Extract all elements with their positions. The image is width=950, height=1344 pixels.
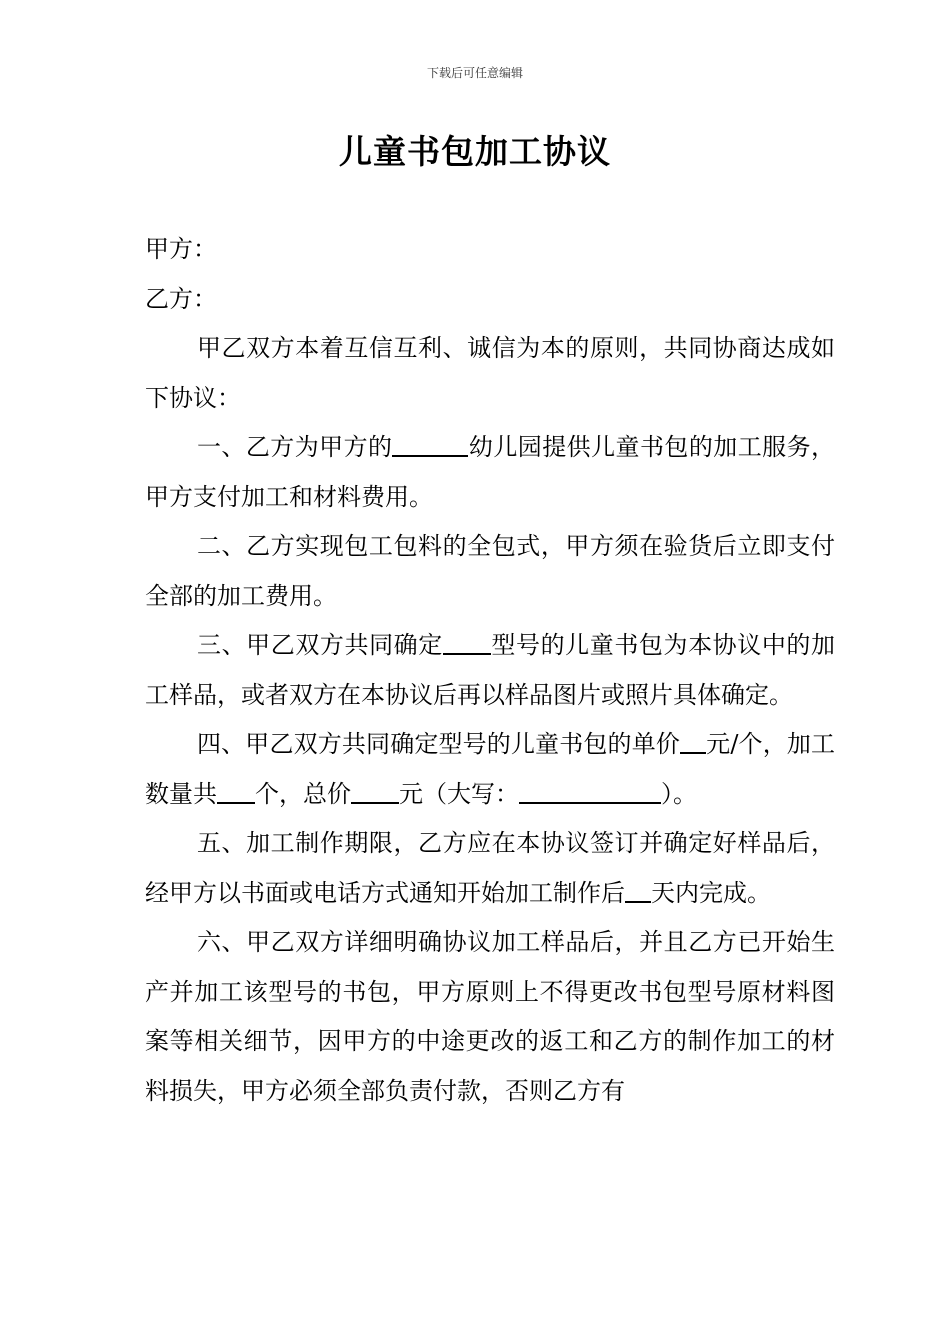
clause-5 bbox=[145, 819, 835, 918]
document-title: 儿童书包加工协议 bbox=[339, 132, 611, 171]
clause-1 bbox=[145, 423, 835, 522]
clause-3 bbox=[145, 621, 835, 720]
clause-4-text-a: 四、甲乙双方共同确定型号的儿童书包的单价 bbox=[197, 730, 681, 758]
total-price-blank bbox=[351, 780, 399, 804]
clause-1-text-a: 一、乙方为甲方的 bbox=[197, 433, 393, 461]
clause-3-text-b: 型号的儿童书包为本协议中的加工样品，或者双方在本协议后再以样品图片或照片具体确定。 bbox=[145, 631, 836, 709]
kindergarten-blank bbox=[392, 433, 468, 457]
clause-4 bbox=[145, 720, 835, 819]
model-blank bbox=[443, 631, 491, 655]
intro-paragraph: 甲乙双方本着互信互利、诚信为本的原则，共同协商达成如下协议： bbox=[145, 334, 835, 412]
clause-6: 六、甲乙双方详细明确协议加工样品后，并且乙方已开始生产并加工该型号的书包，甲方原则上不得更改书包型号原材料图案等相关细节，因甲方的中途更改的返工和乙方的制作加工的材料损失，甲方必须全部负责付款，否则乙方有 bbox=[145, 928, 835, 1105]
header-note: 下载后可任意编辑 bbox=[426, 66, 523, 80]
clause-2: 二、乙方实现包工包料的全包式，甲方须在验货后立即支付全部的加工费用。 bbox=[145, 532, 835, 610]
days-blank bbox=[625, 879, 651, 903]
party-b-line: 乙方： bbox=[145, 284, 217, 313]
amount-in-words-blank bbox=[519, 780, 661, 804]
clause-4-text-e: ）。 bbox=[661, 779, 697, 808]
document-body bbox=[145, 225, 835, 1116]
clause-1-text-b: 幼儿园提供儿童书包的加工服务，甲方支付加工和材料费用。 bbox=[145, 433, 836, 511]
clause-3-text-a: 三、甲乙双方共同确定 bbox=[197, 631, 443, 659]
clause-4-text-b: 元/个，加工数量共 bbox=[145, 730, 836, 808]
unit-price-blank bbox=[680, 730, 706, 754]
clause-4-text-d: 元（大写： bbox=[399, 779, 519, 808]
party-a-line: 甲方： bbox=[145, 235, 217, 263]
clause-4-text-c: 个，总价 bbox=[255, 779, 351, 808]
clause-5-text-a: 五、加工制作期限，乙方应在本协议签订并确定好样品后，经甲方以书面或电话方式通知开始加工制作后 bbox=[145, 829, 835, 907]
clause-5-text-b: 天内完成。 bbox=[651, 878, 771, 907]
quantity-blank bbox=[217, 780, 255, 804]
